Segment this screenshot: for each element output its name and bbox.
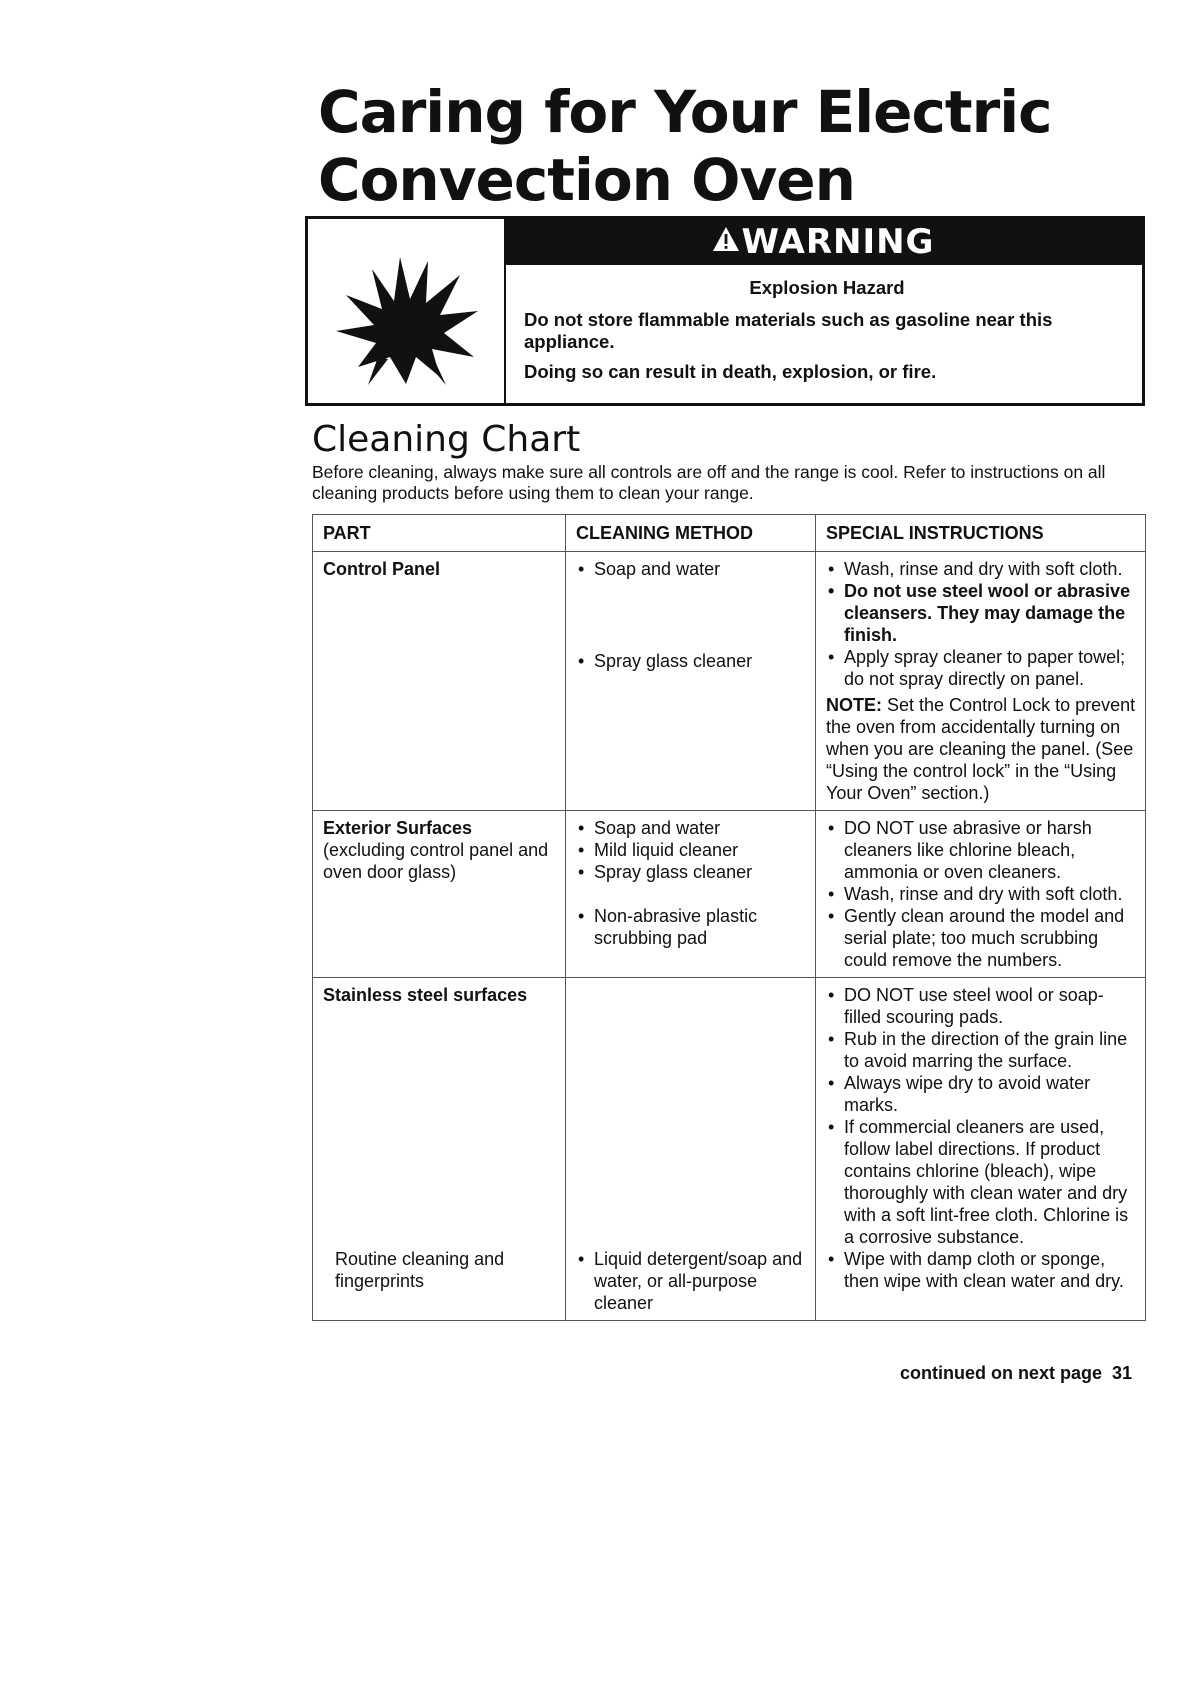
note-label: NOTE:: [826, 695, 882, 715]
page-title-line-2: Convection Oven: [318, 146, 855, 214]
page-number: 31: [1111, 1363, 1132, 1383]
hazard-title: Explosion Hazard: [749, 277, 905, 298]
part-name: Control Panel: [323, 559, 441, 579]
part-cell: [313, 978, 566, 1321]
note: [826, 694, 1137, 804]
method-item: • Soap and water: [576, 817, 807, 839]
part-subtitle: (excluding control panel and oven door glass): [323, 840, 549, 882]
method-item: • Mild liquid cleaner: [576, 839, 807, 861]
instruction-item: • Do not use steel wool or abrasive cleansers. They may damage the finish.: [826, 580, 1137, 646]
part-name: Stainless steel surfaces: [323, 985, 528, 1005]
column-header-method: CLEANING METHOD: [566, 515, 816, 552]
method-item: • Non-abrasive plastic scrubbing pad: [576, 905, 807, 949]
page-title: [318, 78, 1138, 214]
instruction-item: • Rub in the direction of the grain line to avoid marring the surface.: [826, 1028, 1137, 1072]
explosion-icon: [328, 239, 484, 389]
method-item: • Soap and water: [576, 558, 807, 580]
instruction-item: • DO NOT use abrasive or harsh cleaners like chlorine bleach, ammonia or oven cleaners.: [826, 817, 1137, 883]
instructions-cell: [816, 552, 1146, 811]
instruction-item: • Wash, rinse and dry with soft cloth.: [826, 558, 1137, 580]
warning-triangle-icon: [712, 218, 740, 264]
warning-text: [524, 277, 1130, 391]
part-cell: [313, 811, 566, 978]
column-header-part: PART: [313, 515, 566, 552]
instructions-cell: [816, 978, 1146, 1321]
method-cell: [566, 978, 816, 1321]
instruction-item: • Apply spray cleaner to paper towel; do not spray directly on panel.: [826, 646, 1137, 690]
cleaning-chart-table: [312, 514, 1146, 1321]
table-row: [313, 552, 1146, 811]
instruction-item: • DO NOT use steel wool or soap-filled scouring pads.: [826, 984, 1137, 1028]
instructions-cell: [816, 811, 1146, 978]
explosion-hazard-graphic: [308, 219, 506, 403]
instruction-item: • Always wipe dry to avoid water marks.: [826, 1072, 1137, 1116]
sub-part-name: Routine cleaning and fingerprints: [335, 1249, 505, 1291]
warning-banner: [504, 219, 1142, 265]
method-item: • Spray glass cleaner: [576, 861, 807, 883]
part-name: Exterior Surfaces: [323, 818, 473, 838]
page-footer: [312, 1362, 1132, 1384]
note-text: Set the Control Lock to prevent the oven from accidentally turning on when you are cleaning the panel. (See “Using the control lock” in the “Using Your Oven” section.): [826, 695, 1136, 803]
instruction-item: • Gently clean around the model and serial plate; too much scrubbing could remove the numbers.: [826, 905, 1137, 971]
part-cell: [313, 552, 566, 811]
page-title-line-1: Caring for Your Electric: [318, 78, 1052, 146]
column-header-instructions: SPECIAL INSTRUCTIONS: [816, 515, 1146, 552]
warning-box: [305, 216, 1145, 406]
instruction-item: • If commercial cleaners are used, follow label directions. If product contains chlorine (bleach), wipe thoroughly with clean water and dry with a soft lint-free cloth. Chlorine is a corrosive substance.: [826, 1116, 1137, 1248]
continued-note: continued on next page: [899, 1363, 1102, 1383]
section-heading: Cleaning Chart: [312, 419, 581, 460]
method-item: • Liquid detergent/soap and water, or all-purpose cleaner: [576, 1248, 807, 1314]
warning-line-2: Doing so can result in death, explosion, or fire.: [524, 361, 937, 382]
method-cell: [566, 811, 816, 978]
warning-label: WARNING: [741, 222, 935, 262]
instruction-item: • Wipe with damp cloth or sponge, then wipe with clean water and dry.: [826, 1248, 1137, 1292]
warning-line-1: Do not store flammable materials such as gasoline near this appliance.: [524, 309, 1053, 352]
table-row: [313, 811, 1146, 978]
method-item: • Spray glass cleaner: [576, 650, 807, 672]
method-cell: [566, 552, 816, 811]
instruction-item: • Wash, rinse and dry with soft cloth.: [826, 883, 1137, 905]
table-header-row: [313, 515, 1146, 552]
section-intro: Before cleaning, always make sure all controls are off and the range is cool. Refer to instructions on all cleaning products before using them to clean your range.: [312, 462, 1106, 503]
table-row: [313, 978, 1146, 1321]
